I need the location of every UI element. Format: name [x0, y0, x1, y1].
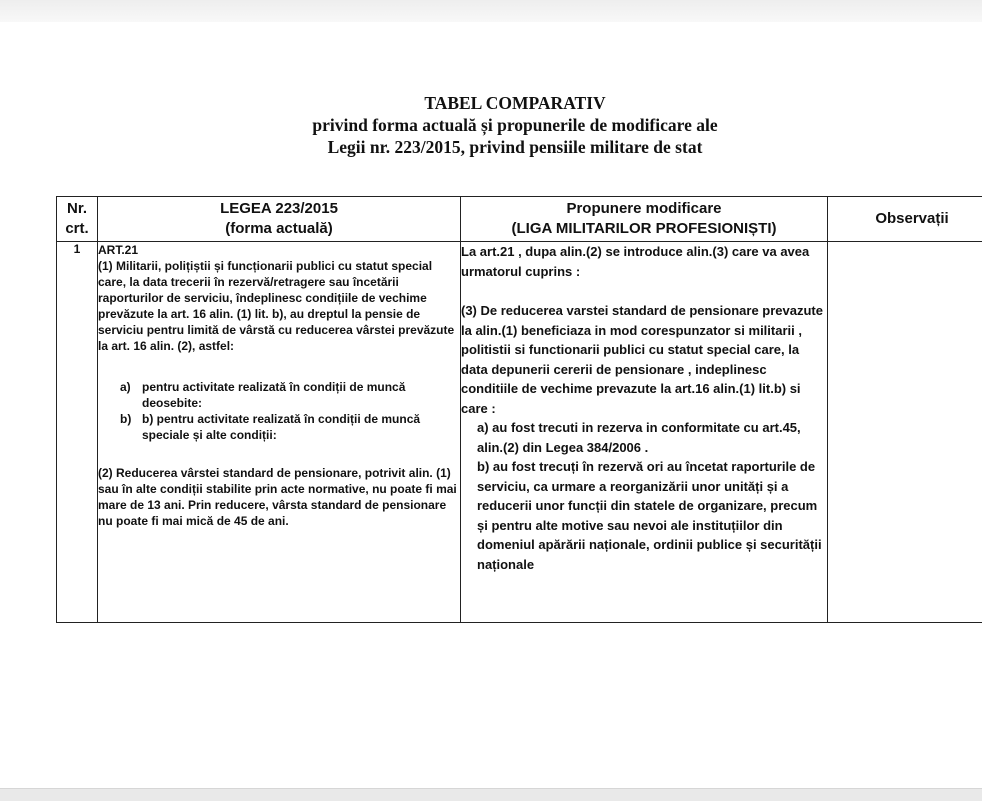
header-nr-crt: Nr. crt. [57, 197, 98, 242]
law-paragraph-2: (2) Reducerea vârstei standard de pensionare, potrivit alin. (1) sau în alte condiții stabilite prin acte normative, nu poate fi mai mare de 13 ani. Prin reducere, vârsta standard de pensionare nu poate fi mai mică de 45 de ani. [98, 465, 460, 529]
table-row [57, 242, 982, 623]
bottom-edge [0, 788, 982, 801]
law-item-a: a) pentru activitate realizată în condiții de muncă deosebite: [98, 379, 460, 411]
title-line-2: privind forma actuală și propunerile de modificare ale [0, 114, 982, 136]
observations-cell [828, 242, 982, 623]
proposal-item-b: b) au fost trecuți în rezervă ori au încetat raporturile de serviciu, ca urmare a reorganizării unor unități și a reducerii unor funcții din statele de organizare, precum și pentru alte motive sau nevoi ale instituțiilor din domeniul apărării naționale, ordinii publice și securității naționale [461, 457, 827, 574]
row-number: 1 [57, 242, 98, 623]
law-item-b: b) b) pentru activitate realizată în condiții de muncă speciale și alte condiții: [98, 411, 460, 443]
title-line-3: Legii nr. 223/2015, privind pensiile militare de stat [0, 136, 982, 158]
header-proposal: Propunere modificare (LIGA MILITARILOR PROFESIONIȘTI) [461, 197, 828, 242]
top-edge [0, 0, 982, 22]
law-paragraph-1: (1) Militarii, polițiștii și funcționarii publici cu statut special care, la data trecerii în rezervă/retragere sau încetării raporturilor de serviciu, îndeplinesc condițiile de vechime prevăzute la art. 16 alin. (1) lit. b), au dreptul la pensie de serviciu pentru limită de vârstă cu reducerea vârstei prevăzute la art. 16 alin. (2), astfel: [98, 258, 460, 354]
document-title [0, 92, 982, 158]
table-header-row [57, 197, 982, 242]
header-observations: Observații [828, 197, 982, 242]
proposal-intro: La art.21 , dupa alin.(2) se introduce alin.(3) care va avea urmatorul cuprins : [461, 242, 827, 281]
proposal-item-a: a) au fost trecuti in rezerva in conformitate cu art.45, alin.(2) din Legea 384/2006 . [461, 418, 827, 457]
proposal-cell [461, 242, 828, 623]
header-current-law: LEGEA 223/2015 (forma actuală) [98, 197, 461, 242]
current-law-cell [98, 242, 461, 623]
article-label: ART.21 [98, 242, 460, 258]
title-line-1: TABEL COMPARATIV [0, 92, 982, 114]
proposal-paragraph-3: (3) De reducerea varstei standard de pensionare prevazute la alin.(1) beneficiaza in mod corespunzator si militarii , politistii si functionarii publici cu statut special care, la data depunerii cererii de pensionare , indeplinesc conditiile de vechime prevazute la art.16 alin.(1) lit.b) si care : [461, 301, 827, 418]
comparison-table [56, 196, 982, 623]
